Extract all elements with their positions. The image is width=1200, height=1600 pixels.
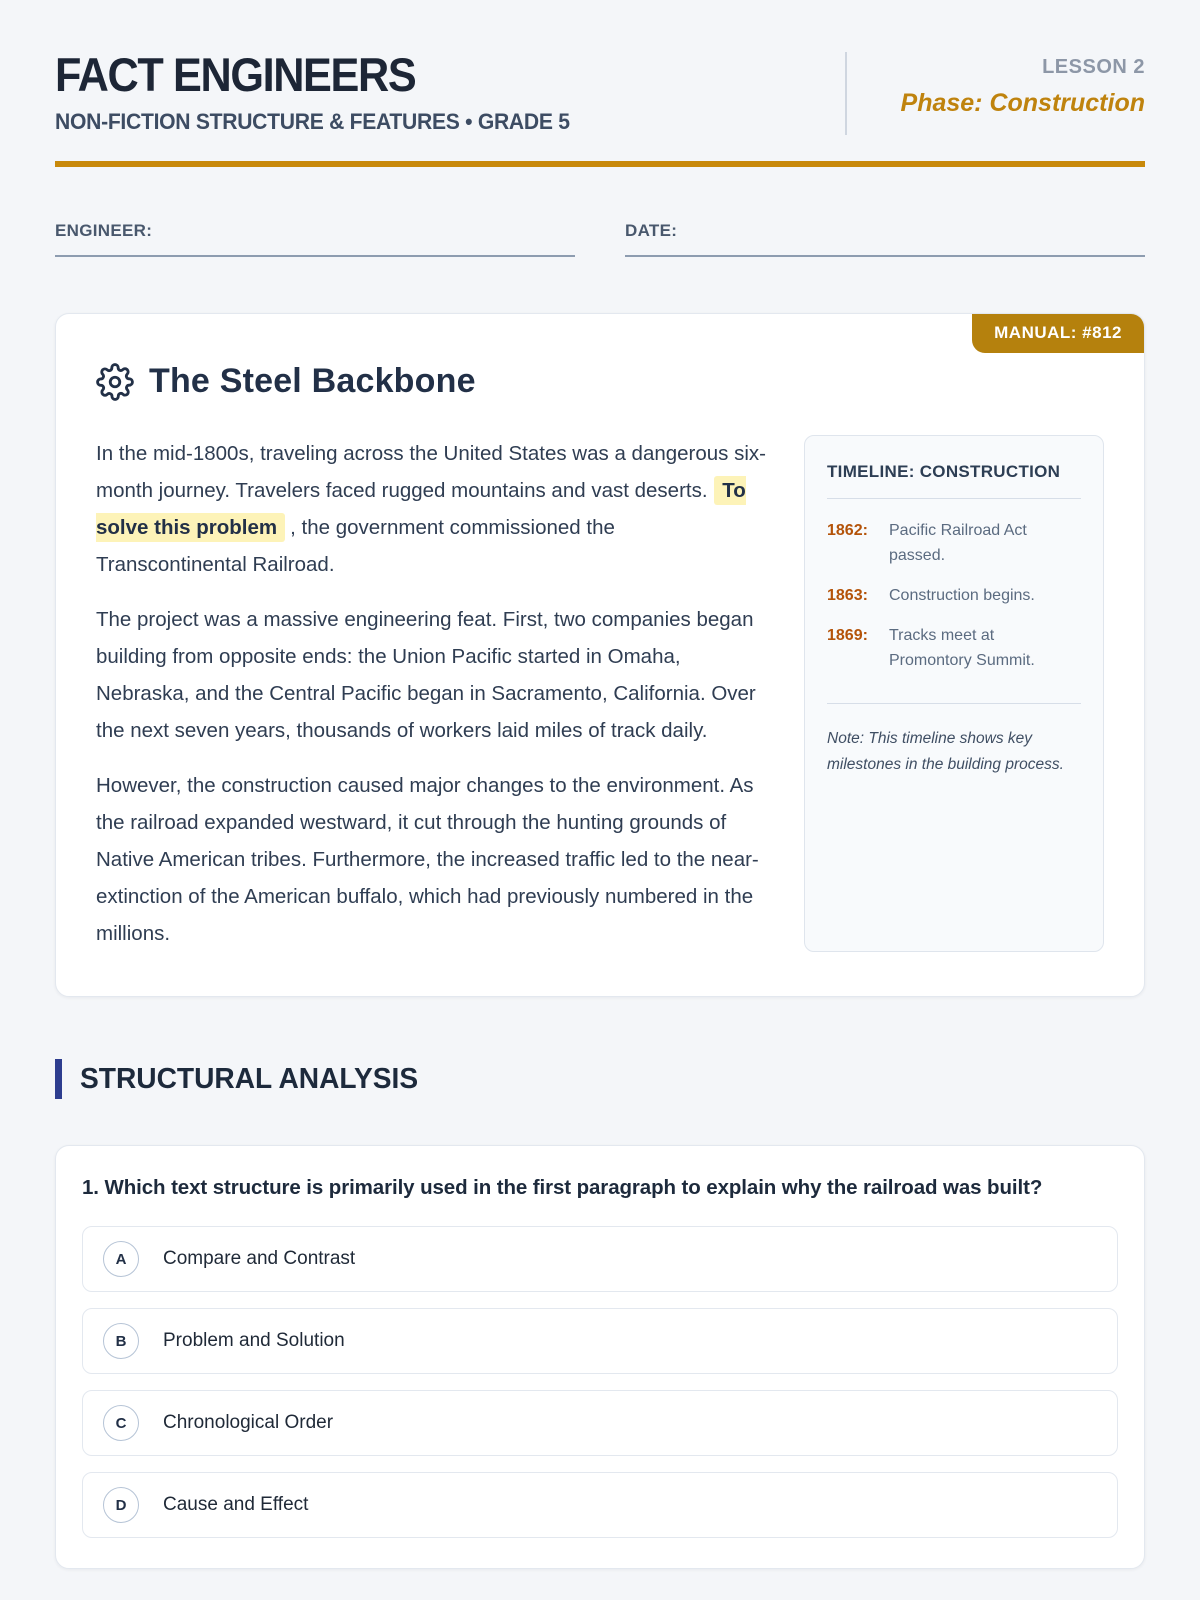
engineer-label: ENGINEER:	[55, 221, 153, 241]
option-c-label: Chronological Order	[163, 1412, 334, 1434]
timeline-event: Tracks meet at Promontory Summit.	[889, 626, 1035, 669]
meta-fields	[55, 221, 1145, 257]
timeline-sidebar	[804, 435, 1104, 952]
option-a[interactable]	[82, 1226, 1118, 1292]
paragraph-2: The project was a massive engineering feat. First, two companies began building from opposite ends: the Union Pacific started in Omaha, Nebraska, and the Central Pacific began in Sacramento, California. Over the next seven years, thousands of workers laid miles of track daily.	[96, 608, 756, 743]
date-input-line[interactable]	[625, 241, 1145, 257]
page-header	[55, 50, 1145, 135]
paragraph-3: However, the construction caused major changes to the environment. As the railroad expanded westward, it cut through the hunting grounds of Native American tribes. Furthermore, the increased traffic led to the near-extinction of the American buffalo, which had previously numbered in the millions.	[96, 774, 759, 946]
timeline-year: 1862:	[827, 522, 868, 540]
option-a-letter: A	[103, 1241, 139, 1277]
timeline-entry	[827, 519, 1081, 569]
option-c[interactable]	[82, 1390, 1118, 1456]
highlighted-phrase: To solve this problem	[96, 476, 746, 542]
question-card	[55, 1145, 1145, 1569]
timeline-event: Pacific Railroad Act passed.	[889, 522, 1027, 565]
paragraph-1: In the mid-1800s, traveling across the United States was a dangerous six-month journey. Travelers faced rugged mountains and vast deserts. To solve this problem , the government commissioned the Transcontinental Railroad.	[96, 442, 767, 577]
article-text	[96, 435, 768, 952]
page-title: FACT ENGINEERS	[55, 48, 416, 101]
page-subtitle: NON-FICTION STRUCTURE & FEATURES • GRADE 5	[55, 109, 570, 135]
engineer-input-line[interactable]	[55, 241, 575, 257]
question-text: 1. Which text structure is primarily used in the first paragraph to explain why the railroad was built?	[82, 1176, 1043, 1200]
article-title: The Steel Backbone	[149, 362, 476, 401]
article-body	[96, 435, 1104, 952]
section-title: STRUCTURAL ANALYSIS	[80, 1062, 419, 1095]
header-divider	[55, 161, 1145, 167]
date-field	[625, 221, 1145, 257]
option-c-letter: C	[103, 1405, 139, 1441]
section-accent-bar	[55, 1059, 62, 1099]
manual-badge: MANUAL: #812	[972, 314, 1144, 353]
timeline-entry	[827, 584, 1081, 609]
timeline-note-divider	[827, 703, 1081, 704]
gear-icon	[96, 363, 134, 401]
timeline-event: Construction begins.	[889, 586, 1035, 604]
timeline-entry	[827, 624, 1081, 674]
worksheet-page	[55, 0, 1145, 1569]
option-b-letter: B	[103, 1323, 139, 1359]
timeline-note: Note: This timeline shows key milestones in the building process.	[827, 730, 1064, 773]
brand-block	[55, 50, 591, 135]
option-a-label: Compare and Contrast	[163, 1248, 356, 1270]
option-d[interactable]	[82, 1472, 1118, 1538]
phase-label: Phase: Construction	[900, 89, 1145, 117]
date-label: DATE:	[625, 221, 678, 241]
timeline-title: TIMELINE: CONSTRUCTION	[827, 462, 1061, 482]
timeline-year: 1863:	[827, 586, 868, 604]
option-b[interactable]	[82, 1308, 1118, 1374]
option-d-label: Cause and Effect	[163, 1494, 309, 1516]
section-heading	[55, 1059, 1145, 1099]
option-d-letter: D	[103, 1487, 139, 1523]
timeline-divider	[827, 498, 1081, 499]
timeline-year: 1869:	[827, 626, 868, 644]
article-title-row	[96, 362, 1104, 401]
lesson-number: LESSON 2	[1042, 56, 1145, 78]
engineer-field	[55, 221, 575, 257]
lesson-block	[845, 52, 1145, 135]
option-b-label: Problem and Solution	[163, 1330, 345, 1352]
reading-passage-card	[55, 313, 1145, 997]
